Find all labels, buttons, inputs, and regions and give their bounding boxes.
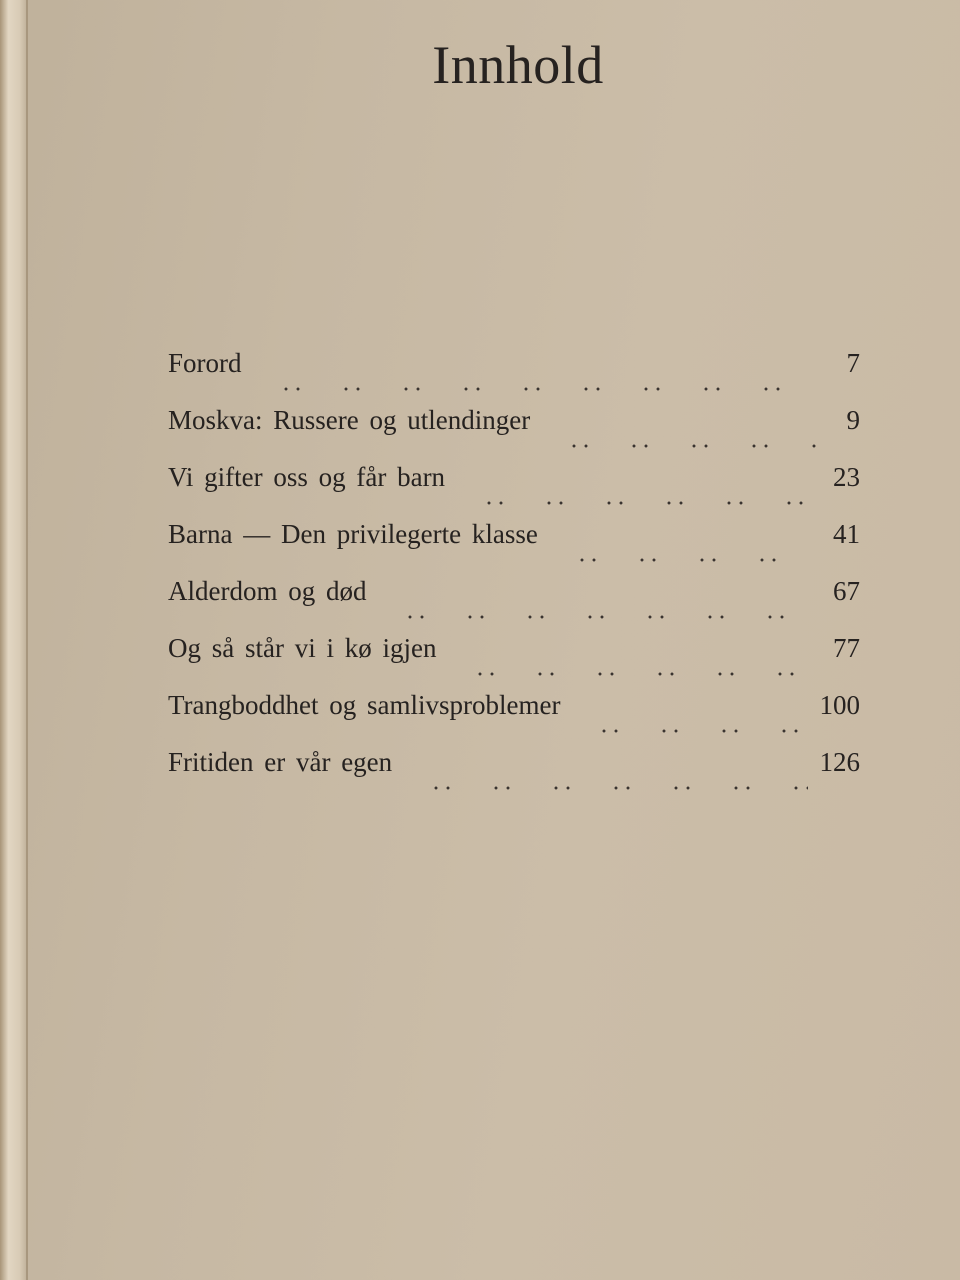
toc-entry bbox=[168, 633, 860, 690]
binding-line bbox=[26, 0, 28, 1280]
toc-entry bbox=[168, 747, 860, 804]
toc-entry bbox=[168, 405, 860, 462]
page-title: Innhold bbox=[432, 35, 604, 95]
toc-entry-title: Fritiden er vår egen bbox=[168, 747, 393, 777]
table-of-contents bbox=[168, 348, 860, 804]
toc-entry-title: Trangboddhet og samlivsproblemer bbox=[168, 690, 561, 720]
leader-dots bbox=[552, 558, 820, 562]
toc-entry-page: 7 bbox=[846, 348, 860, 378]
leader-dots bbox=[459, 501, 820, 505]
leader-dots bbox=[380, 615, 820, 619]
toc-entry bbox=[168, 690, 860, 747]
toc-entry-page: 100 bbox=[819, 690, 860, 720]
toc-entry-page: 41 bbox=[833, 519, 860, 549]
toc-entry-page: 126 bbox=[819, 747, 860, 777]
toc-entry bbox=[168, 462, 860, 519]
toc-entry-title: Moskva: Russere og utlendinger bbox=[168, 405, 531, 435]
toc-entry bbox=[168, 348, 860, 405]
leader-dots bbox=[574, 729, 807, 733]
toc-entry-page: 9 bbox=[846, 405, 860, 435]
page-edge bbox=[0, 0, 28, 1280]
toc-entry-page: 23 bbox=[833, 462, 860, 492]
leader-dots bbox=[406, 786, 807, 790]
toc-entry-title: Og så står vi i kø igjen bbox=[168, 633, 437, 663]
leader-dots bbox=[256, 387, 821, 391]
toc-entry-title: Barna — Den privilegerte klasse bbox=[168, 519, 538, 549]
leader-dots bbox=[450, 672, 820, 676]
toc-entry-title: Forord bbox=[168, 348, 242, 378]
toc-entry-title: Alderdom og død bbox=[168, 576, 367, 606]
toc-entry-page: 77 bbox=[833, 633, 860, 663]
toc-entry-title: Vi gifter oss og får barn bbox=[168, 462, 446, 492]
toc-entry bbox=[168, 576, 860, 633]
leader-dots bbox=[544, 444, 820, 448]
toc-entry bbox=[168, 519, 860, 576]
toc-entry-page: 67 bbox=[833, 576, 860, 606]
